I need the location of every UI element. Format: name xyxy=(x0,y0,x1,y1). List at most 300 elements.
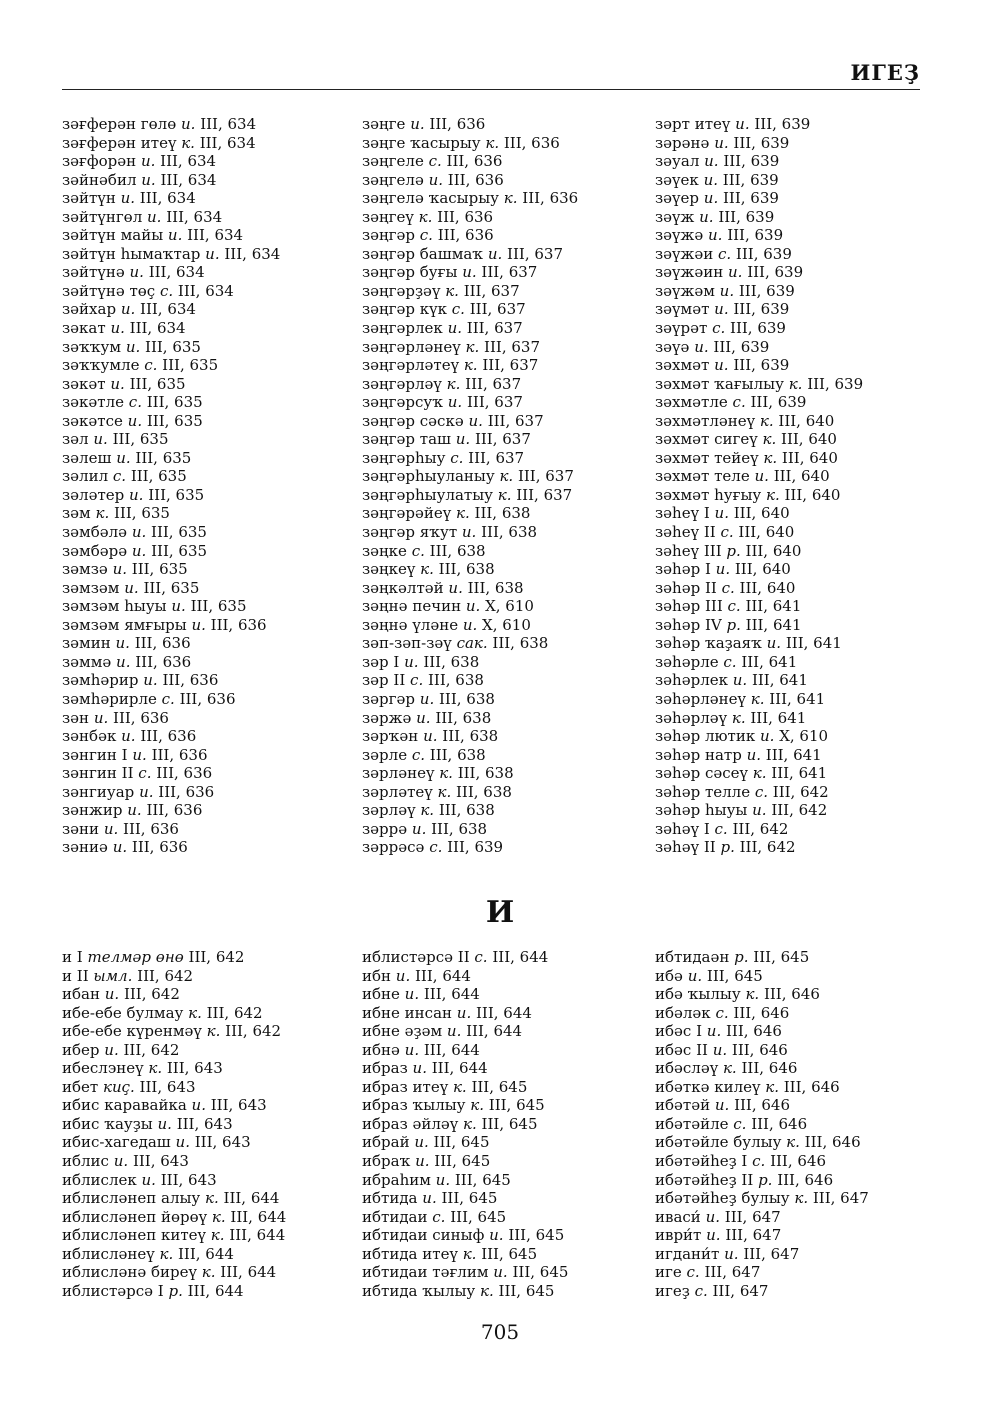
entry-word: игдани́т xyxy=(655,1244,725,1263)
entry-ref: III, 636 xyxy=(146,745,208,764)
index-entry xyxy=(62,245,280,264)
index-entry xyxy=(362,542,578,561)
entry-ref: III, 642 xyxy=(220,1022,282,1041)
entry-word: зәр II xyxy=(362,671,411,690)
entry-ref: III, 636 xyxy=(127,838,188,857)
entry-pos: к. xyxy=(437,782,452,801)
index-entry xyxy=(655,171,863,190)
entry-pos: к. xyxy=(418,207,433,226)
index-entry xyxy=(62,1004,286,1023)
index-entry xyxy=(655,1245,869,1264)
entry-word: ибраҡ xyxy=(362,1152,416,1171)
entry-ref: III, 645 xyxy=(702,966,763,985)
index-entry xyxy=(362,467,578,486)
entry-pos: и. xyxy=(705,1207,720,1226)
entry-pos: и. xyxy=(110,374,125,393)
entry-pos: и. xyxy=(714,1096,730,1115)
entry-word: зәрле xyxy=(362,745,412,764)
entry-pos: и. xyxy=(181,115,196,133)
index-entry xyxy=(62,1189,286,1208)
index-entry xyxy=(362,1078,568,1097)
entry-pos: и. xyxy=(446,1022,462,1041)
entry-word: зәһәү I xyxy=(655,819,715,838)
index-entry xyxy=(655,393,863,412)
entry-pos: и. xyxy=(462,615,478,634)
entry-pos: с. xyxy=(411,745,426,764)
entry-word: зәһеү II xyxy=(655,523,721,542)
entry-pos: и. xyxy=(715,560,731,579)
entry-word: ибә ҡылыу xyxy=(655,985,746,1004)
index-entry xyxy=(362,727,578,746)
index-entry xyxy=(655,1189,869,1208)
index-entry xyxy=(62,486,280,505)
entry-ref: III, 636 xyxy=(153,782,215,801)
index-entry xyxy=(655,838,863,857)
entry-ref: III, 647 xyxy=(699,1263,761,1282)
index-entry xyxy=(62,838,280,857)
entry-pos: и. xyxy=(131,541,147,560)
entry-word: зәр I xyxy=(362,652,405,671)
index-entry xyxy=(655,1226,869,1245)
index-entry xyxy=(655,1263,869,1282)
entry-ref: III, 644 xyxy=(224,1226,286,1245)
entry-word: зәнжир xyxy=(62,801,128,820)
index-entry xyxy=(362,1208,568,1227)
entry-ref: III, 636 xyxy=(205,615,267,634)
entry-word: зәниә xyxy=(62,838,113,857)
index-entry xyxy=(362,1171,568,1190)
entry-word: зәрт итеү xyxy=(655,115,736,133)
entry-ref: III, 635 xyxy=(157,356,219,375)
index-entry xyxy=(62,1226,286,1245)
entry-word: иври́т xyxy=(655,1226,707,1245)
index-entry xyxy=(62,412,280,431)
entry-pos: и. xyxy=(456,1003,472,1022)
entry-word: зәңгәрләнеү xyxy=(362,337,466,356)
entry-word: зәңке xyxy=(362,541,412,560)
entry-pos: к. xyxy=(211,1207,226,1226)
entry-word: ибраз xyxy=(362,1059,413,1078)
entry-ref: III, 641 xyxy=(745,708,807,727)
entry-pos: к. xyxy=(452,1077,467,1096)
entry-ref: III, 634 xyxy=(135,189,196,208)
index-entry xyxy=(62,375,280,394)
entry-word: зәхмәт һуғыу xyxy=(655,485,766,504)
entry-word: зәйхар xyxy=(62,300,121,319)
entry-word: зәүек xyxy=(655,170,704,189)
entry-ref: III, 644 xyxy=(410,966,471,985)
entry-pos: с. xyxy=(732,393,746,412)
entry-ref: III, 640 xyxy=(777,448,838,467)
entry-word: зәхмәт тейеү xyxy=(655,448,764,467)
entry-ref: III, 634 xyxy=(195,115,257,133)
entry-pos: к. xyxy=(201,1263,216,1282)
index-entry xyxy=(62,690,280,709)
index-entry xyxy=(655,115,863,134)
entry-word: ибн xyxy=(362,966,396,985)
entry-pos: с. xyxy=(419,226,433,245)
entry-word: зәнгин I xyxy=(62,745,133,764)
entry-word: ибе-ебе күренмәү xyxy=(62,1022,207,1041)
entry-ref: III, 642 xyxy=(119,985,180,1004)
index-entry xyxy=(362,1004,568,1023)
index-entry xyxy=(62,1263,286,1282)
index-entry xyxy=(655,1115,869,1134)
index-entry xyxy=(362,171,578,190)
index-entry xyxy=(362,801,578,820)
entry-ref: III, 638 xyxy=(434,801,495,820)
entry-word: зәүжәи xyxy=(655,244,718,263)
entry-pos: к. xyxy=(159,1244,174,1263)
entry-pos: с. xyxy=(694,1281,708,1300)
entry-ref: X, 610 xyxy=(480,597,534,616)
entry-word: зәһәрләү xyxy=(655,708,732,727)
entry-ref: III, 647 xyxy=(720,1207,781,1226)
index-entry xyxy=(362,356,578,375)
entry-word: зәҡҡум xyxy=(62,337,126,356)
index-entry xyxy=(655,356,863,375)
entry-pos: с. xyxy=(715,1003,729,1022)
entry-ref: III, 642 xyxy=(766,801,828,820)
index-entry xyxy=(655,1133,869,1152)
entry-word: ибе-ебе булмау xyxy=(62,1003,189,1022)
index-entry xyxy=(62,764,280,783)
entry-pos: телмәр өнө xyxy=(87,948,184,966)
index-entry xyxy=(62,1115,286,1134)
entry-ref: III, 641 xyxy=(761,745,822,764)
entry-word: зәңгәрҙәү xyxy=(362,281,446,300)
entry-ref: III, 635 xyxy=(141,393,203,412)
entry-pos: с. xyxy=(720,523,734,542)
entry-word: зән xyxy=(62,708,94,727)
entry-ref: III, 636 xyxy=(432,207,494,226)
entry-ref: III, 636 xyxy=(135,727,197,746)
index-entry xyxy=(362,764,578,783)
entry-ref: III, 638 xyxy=(425,745,486,764)
entry-ref: III, 636 xyxy=(157,671,219,690)
entry-pos: к. xyxy=(445,281,459,300)
index-entry xyxy=(62,1245,286,1264)
index-entry xyxy=(62,1022,286,1041)
entry-ref: III, 640 xyxy=(733,523,795,542)
entry-pos: и. xyxy=(419,689,435,708)
entry-ref: III, 635 xyxy=(109,504,170,523)
entry-word: зәмзә xyxy=(62,560,113,579)
entry-word: ибнә xyxy=(362,1040,405,1059)
index-entry xyxy=(62,1282,286,1301)
index-entry xyxy=(362,1226,568,1245)
entry-ref: III, 643 xyxy=(155,1170,217,1189)
entry-pos: к. xyxy=(731,708,746,727)
entry-word: зәңгәр xyxy=(362,226,420,245)
entry-ref: III, 643 xyxy=(205,1096,267,1115)
index-entry xyxy=(655,985,869,1004)
entry-pos: и. xyxy=(714,133,729,152)
entry-word: зәмһәрир xyxy=(62,671,144,690)
entry-pos: и. xyxy=(752,801,767,820)
index-entry xyxy=(62,523,280,542)
entry-column-top-1 xyxy=(62,115,280,857)
entry-ref: III, 640 xyxy=(768,467,830,486)
entry-ref: III, 639 xyxy=(718,189,779,208)
entry-ref: III, 644 xyxy=(419,1040,480,1059)
index-entry xyxy=(655,653,863,672)
entry-pos: к. xyxy=(462,1244,477,1263)
entry-ref: III, 640 xyxy=(728,504,790,523)
entry-ref: III, 638 xyxy=(487,634,549,653)
entry-pos: с. xyxy=(733,1114,747,1133)
index-entry xyxy=(362,1115,568,1134)
index-entry xyxy=(62,746,280,765)
entry-word: зәүә xyxy=(655,337,695,356)
index-entry xyxy=(62,1059,286,1078)
index-entry xyxy=(655,263,863,282)
index-entry xyxy=(362,338,578,357)
entry-ref: X, 610 xyxy=(477,615,531,634)
entry-word: зәүер xyxy=(655,189,704,208)
entry-ref: III, 645 xyxy=(436,1189,498,1208)
entry-ref: III, 641 xyxy=(766,764,828,783)
index-entry xyxy=(655,338,863,357)
entry-pos: и. xyxy=(127,801,142,820)
index-entry xyxy=(655,1078,869,1097)
entry-ref: III, 646 xyxy=(729,1096,791,1115)
entry-word: зәйтүн майы xyxy=(62,226,168,245)
entry-word: ибне әҙәм xyxy=(362,1022,447,1041)
entry-word: зәһәр III xyxy=(655,597,728,616)
entry-word: иблистәрсә I xyxy=(62,1281,169,1300)
entry-word: зәмбәрә xyxy=(62,541,132,560)
entry-word: ибтидаән xyxy=(655,948,735,966)
entry-word: зәхмәтләнеү xyxy=(655,411,760,430)
entry-pos: с. xyxy=(161,689,175,708)
entry-word: зәһәр IV xyxy=(655,615,727,634)
entry-word: зәһәр һыуы xyxy=(655,801,753,820)
entry-word: ибәтәйле булыу xyxy=(655,1133,787,1152)
index-entry xyxy=(655,1022,869,1041)
entry-pos: к. xyxy=(766,485,780,504)
entry-pos: и. xyxy=(412,1059,427,1078)
entry-word: иблисләнеү xyxy=(62,1244,160,1263)
entry-ref: III, 638 xyxy=(451,782,512,801)
index-entry xyxy=(362,152,578,171)
index-entry xyxy=(62,449,280,468)
entry-pos: р. xyxy=(734,948,749,966)
entry-pos: ымл. xyxy=(93,966,133,985)
entry-word: иблислек xyxy=(62,1170,142,1189)
entry-pos: и. xyxy=(468,411,483,430)
entry-ref: III, 637 xyxy=(458,281,520,300)
index-entry xyxy=(655,523,863,542)
header-rule xyxy=(62,89,920,90)
entry-word: зәмбәлә xyxy=(62,523,132,542)
entry-word: зәңгәр буғы xyxy=(362,263,463,282)
entry-ref: III, 645 xyxy=(503,1226,565,1245)
entry-pos: к. xyxy=(420,801,435,820)
entry-pos: и. xyxy=(113,1152,129,1171)
index-entry xyxy=(362,967,568,986)
index-entry xyxy=(362,579,578,598)
index-entry xyxy=(362,985,568,1004)
entry-pos: с. xyxy=(432,1207,446,1226)
entry-pos: р. xyxy=(758,1170,773,1189)
index-entry xyxy=(655,412,863,431)
entry-ref: III, 646 xyxy=(799,1133,861,1152)
entry-word: зәһеү I xyxy=(655,504,715,523)
entry-ref: III, 638 xyxy=(430,708,492,727)
index-entry xyxy=(655,1059,869,1078)
entry-pos: и. xyxy=(104,1040,119,1059)
entry-word: зәңнә үләне xyxy=(362,615,463,634)
entry-ref: III, 645 xyxy=(476,1114,538,1133)
entry-word: зәһәр телле xyxy=(655,782,755,801)
entry-word: зәнгиуар xyxy=(62,782,140,801)
entry-ref: III, 644 xyxy=(173,1244,234,1263)
index-entry xyxy=(62,430,280,449)
entry-pos: киҫ. xyxy=(102,1077,135,1096)
entry-word: ибә xyxy=(655,966,688,985)
entry-pos: и. xyxy=(415,1152,430,1171)
entry-ref: III, 638 xyxy=(433,560,495,579)
index-entry xyxy=(362,1133,568,1152)
entry-ref: III, 636 xyxy=(108,708,169,727)
entry-word: ибраз итеү xyxy=(362,1077,453,1096)
index-entry xyxy=(655,727,863,746)
entry-word: зәңгәрһыуланыу xyxy=(362,467,500,486)
entry-word: ибәткә килеү xyxy=(655,1077,766,1096)
entry-ref: III, 636 xyxy=(174,689,236,708)
entry-ref: III, 635 xyxy=(127,560,188,579)
entry-ref: III, 645 xyxy=(466,1077,528,1096)
entry-word: зәммә xyxy=(62,652,117,671)
index-entry xyxy=(655,245,863,264)
entry-ref: III, 640 xyxy=(773,411,835,430)
entry-pos: к. xyxy=(763,448,778,467)
entry-ref: III, 644 xyxy=(215,1263,277,1282)
entry-ref: III, 645 xyxy=(748,948,810,966)
entry-pos: сак. xyxy=(456,634,488,653)
entry-ref: III, 635 xyxy=(140,337,201,356)
entry-word: зәләтер xyxy=(62,485,130,504)
entry-pos: и. xyxy=(719,281,735,300)
entry-word: зәңгәр башмаҡ xyxy=(362,244,488,263)
entry-ref: III, 634 xyxy=(161,207,223,226)
entry-word: зәңге ҡасырыу xyxy=(362,133,486,152)
entry-pos: и. xyxy=(112,560,127,579)
entry-pos: и. xyxy=(93,708,109,727)
entry-ref: III, 635 xyxy=(146,523,207,542)
entry-word: зәржә xyxy=(362,708,417,727)
entry-column-bottom-2 xyxy=(362,948,568,1300)
index-entry xyxy=(362,189,578,208)
index-entry xyxy=(655,1096,869,1115)
entry-ref: III, 641 xyxy=(736,652,798,671)
index-entry xyxy=(655,709,863,728)
entry-ref: III, 644 xyxy=(419,985,480,1004)
entry-ref: III, 639 xyxy=(728,356,790,375)
entry-pos: р. xyxy=(726,615,741,634)
index-entry xyxy=(62,783,280,802)
entry-pos: и. xyxy=(147,207,162,226)
entry-word: зәүж xyxy=(655,207,700,226)
index-entry xyxy=(655,467,863,486)
entry-pos: и. xyxy=(140,152,156,171)
entry-word: зәйнәбил xyxy=(62,170,142,189)
entry-pos: и. xyxy=(422,1189,437,1208)
entry-word: зәһәр I xyxy=(655,560,716,579)
entry-ref: III, 645 xyxy=(493,1281,555,1300)
entry-pos: и. xyxy=(104,985,120,1004)
index-entry xyxy=(362,115,578,134)
index-entry xyxy=(655,542,863,561)
entry-ref: III, 640 xyxy=(776,430,837,449)
entry-ref: III, 634 xyxy=(182,226,244,245)
entry-pos: и. xyxy=(766,634,782,653)
entry-word: зәлил xyxy=(62,467,113,486)
entry-column-top-3 xyxy=(655,115,863,857)
entry-word: иблисләнеп китеү xyxy=(62,1226,211,1245)
index-entry xyxy=(655,948,869,967)
index-entry xyxy=(362,245,578,264)
entry-ref: III, 638 xyxy=(437,727,499,746)
entry-ref: III, 639 xyxy=(718,170,779,189)
entry-ref: III, 638 xyxy=(452,764,514,783)
entry-pos: и. xyxy=(129,263,144,282)
entry-word: зәңге xyxy=(362,115,411,133)
entry-word: зәхмәт ҡағылыу xyxy=(655,374,789,393)
index-entry xyxy=(655,486,863,505)
entry-pos: р. xyxy=(168,1281,183,1300)
index-entry xyxy=(362,1152,568,1171)
entry-word: ибис-хагедаш xyxy=(62,1133,176,1152)
entry-word: зәни xyxy=(62,819,104,838)
index-entry xyxy=(362,393,578,412)
entry-ref: III, 635 xyxy=(146,541,208,560)
entry-pos: и. xyxy=(703,170,718,189)
entry-word: ибис ҡауҙы xyxy=(62,1114,158,1133)
index-entry xyxy=(655,560,863,579)
entry-pos: и. xyxy=(139,782,154,801)
entry-ref: III, 639 xyxy=(728,133,790,152)
entry-pos: и. xyxy=(760,727,775,746)
entry-pos: с. xyxy=(474,948,488,966)
index-entry xyxy=(362,263,578,282)
entry-ref: III, 635 xyxy=(138,578,200,597)
index-entry xyxy=(62,671,280,690)
index-entry xyxy=(655,134,863,153)
index-entry xyxy=(655,226,863,245)
entry-ref: III, 636 xyxy=(129,634,191,653)
entry-word: зәргәр xyxy=(362,689,420,708)
index-entry xyxy=(655,282,863,301)
entry-pos: к. xyxy=(470,1096,485,1115)
entry-word: зәмһәрирле xyxy=(62,689,162,708)
index-entry xyxy=(655,152,863,171)
entry-pos: и. xyxy=(461,523,477,542)
entry-word: ибәләк xyxy=(655,1003,716,1022)
entry-ref: III, 643 xyxy=(128,1152,189,1171)
entry-word: зәм xyxy=(62,504,96,523)
entry-pos: и. xyxy=(687,966,703,985)
entry-ref: III, 639 xyxy=(742,263,804,282)
entry-pos: и. xyxy=(712,1040,728,1059)
entry-ref: III, 639 xyxy=(745,393,807,412)
entry-word: зәңгәр күк xyxy=(362,300,452,319)
entry-word: зәғферән гөлө xyxy=(62,115,181,133)
index-entry xyxy=(362,319,578,338)
entry-pos: и. xyxy=(141,1170,156,1189)
entry-pos: и. xyxy=(127,411,143,430)
